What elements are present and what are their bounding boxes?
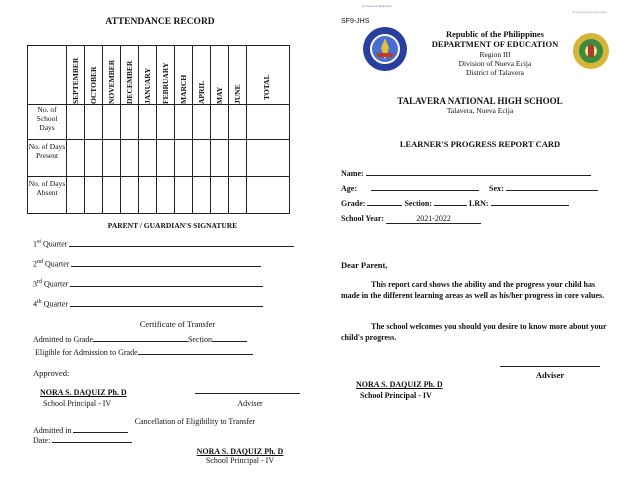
month-header: JUNE: [233, 84, 242, 104]
principal-title-2: School Principal - IV: [205, 456, 275, 465]
principal-name: NORA S. DAQUIZ Ph. D: [40, 388, 127, 397]
principal-name-right: NORA S. DAQUIZ Ph. D: [356, 380, 443, 389]
eligible-line: Eligible for Admission to Grade: [35, 348, 253, 357]
paragraph-2: The school welcomes you should you desire to know more about your child's progress.: [341, 322, 607, 342]
quarter-line-2: 2nd Quarter: [33, 259, 261, 269]
adviser-signature-line: [195, 393, 300, 394]
republic-title: Republic of the Philippines: [445, 29, 544, 39]
date-line: Date:: [33, 436, 132, 445]
month-header: MAY: [215, 86, 224, 104]
row-label-days-absent: No. of Days Absent: [28, 179, 66, 197]
month-header: FEBRUARY: [161, 62, 170, 104]
month-header: NOVEMBER: [107, 59, 116, 104]
school-year-value: 2021-2022: [386, 214, 481, 224]
quarter-line-4: 4th Quarter: [33, 299, 263, 309]
school-year-field: School Year: 2021-2022: [341, 214, 481, 224]
month-header: SEPTEMBER: [71, 57, 80, 104]
name-field: Name:: [341, 169, 591, 178]
district-text: District of Talavera: [465, 68, 525, 77]
quarter-line-1: 1st Quarter: [33, 239, 294, 249]
row-label-school-days: No. of School Days: [36, 105, 58, 132]
deped-seal: KAGAWARAN NG EDUKASYON: [362, 26, 408, 72]
card-title: LEARNER'S PROGRESS REPORT CARD: [399, 139, 561, 149]
adviser-label: Adviser: [237, 399, 263, 408]
age-sex-field: Age: Sex:: [341, 184, 598, 193]
month-header: APRIL: [197, 80, 206, 104]
certificate-title: Certificate of Transfer: [139, 319, 216, 329]
grade-section-lrn-field: Grade: Section: LRN:: [341, 199, 569, 208]
division-text: Division of Nueva Ecija: [458, 59, 532, 68]
school-seal: TALAVERA NATIONAL HIGH SCHOOL: [572, 32, 610, 70]
total-header: TOTAL: [262, 74, 271, 100]
attendance-table: [27, 45, 290, 214]
quarter-line-3: 3rd Quarter: [33, 279, 263, 289]
dear-parent: Dear Parent,: [341, 260, 388, 270]
principal-name-2: NORA S. DAQUIZ Ph. D: [196, 447, 284, 456]
signature-title: PARENT / GUARDIAN'S SIGNATURE: [107, 221, 238, 230]
row-label-days-present: No. of Days Present: [28, 142, 66, 160]
school-name: TALAVERA NATIONAL HIGH SCHOOL: [397, 96, 563, 106]
principal-title-right: School Principal - IV: [360, 391, 432, 400]
month-header: OCTOBER: [89, 66, 98, 104]
adviser-label-right: Adviser: [535, 370, 565, 380]
adviser-signature-line-right: [500, 366, 600, 367]
school-address: Talavera, Nueva Ecija: [446, 106, 514, 115]
approved-label: Approved:: [33, 368, 70, 378]
paragraph-1: This report card shows the ability and the progress your child has made in the different learning areas as well as his/her progress in core values.: [341, 280, 605, 300]
admitted-to-grade-line: Admitted to Grade Section: [33, 335, 247, 344]
month-header: MARCH: [179, 74, 188, 104]
month-header: DECEMBER: [125, 60, 134, 104]
form-code: SF9-JHS: [341, 18, 370, 25]
department-title: DEPARTMENT OF EDUCATION: [431, 39, 559, 49]
month-header: JANUARY: [143, 68, 152, 104]
cancellation-title: Cancellation of Eligibility to Transfer: [134, 417, 256, 426]
attendance-title: ATTENDANCE RECORD: [105, 17, 215, 27]
principal-title: School Principal - IV: [43, 399, 112, 408]
region-text: Region III: [479, 50, 511, 59]
admitted-in-line: Admitted in: [33, 426, 128, 435]
